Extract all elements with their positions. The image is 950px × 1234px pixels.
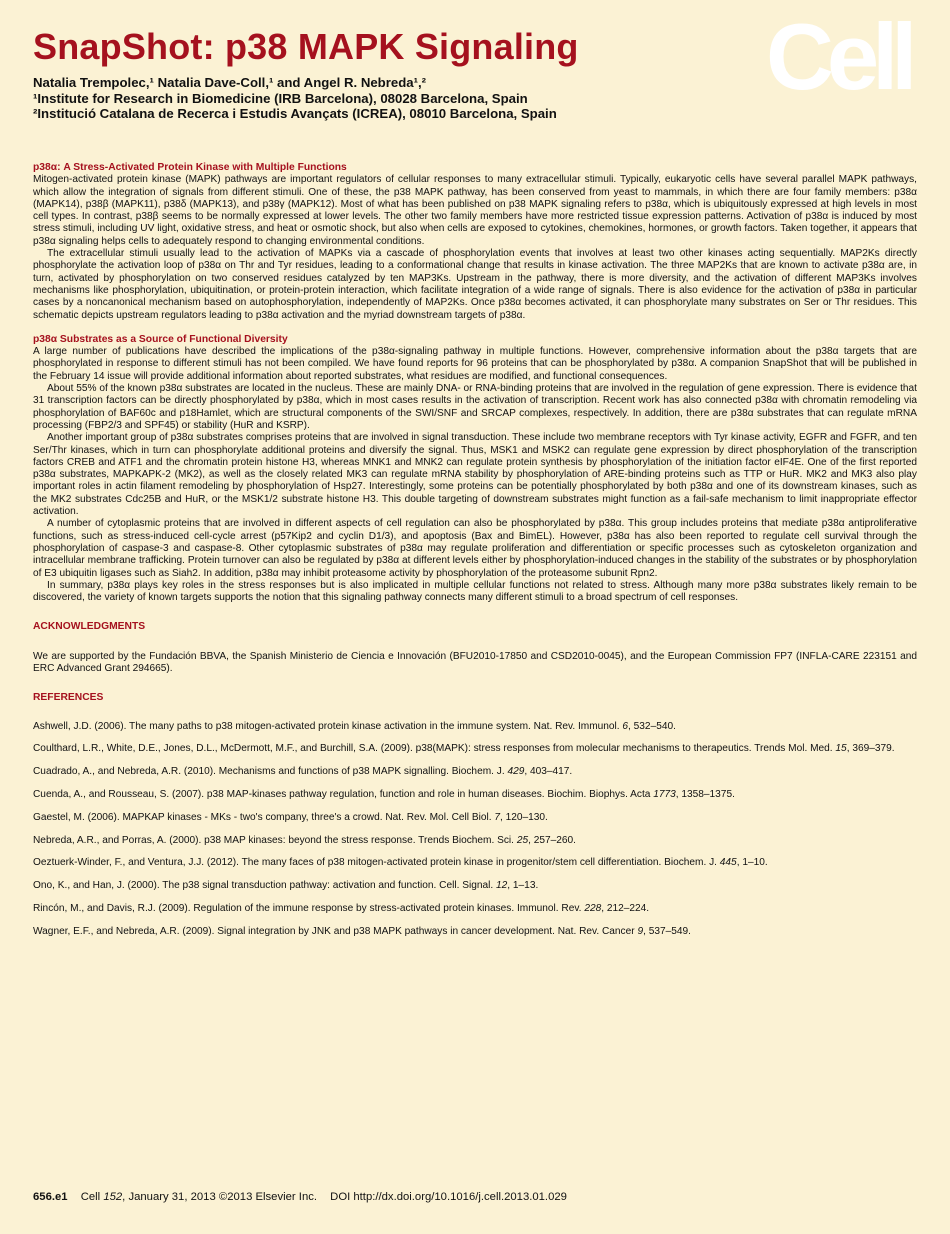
reference-list (33, 721, 917, 938)
reference-item: Gaestel, M. (2006). MAPKAP kinases - MKs - two's company, three's a crowd. Nat. Rev. Mol. Cell Biol. 7, 120–130. (33, 811, 548, 823)
page-title: SnapShot: p38 MAPK Signaling (33, 26, 579, 67)
reference-item: Coulthard, L.R., White, D.E., Jones, D.L., McDermott, M.F., and Burchill, S.A. (2009). p38(MAPK): stress responses from molecular mechanisms to therapeutics. Trends Mol. Med. 15, 369–379. (33, 743, 895, 755)
section-1-heading: p38α: A Stress-Activated Protein Kinase with Multiple Functions (33, 162, 347, 173)
reference-item: Rincón, M., and Davis, R.J. (2009). Regulation of the immune response by stress-activated protein kinases. Immunol. Rev. 228, 212–224. (33, 902, 650, 914)
reference-item: Cuenda, A., and Rousseau, S. (2007). p38 MAP-kinases pathway regulation, function and role in human diseases. Biochim. Biophys. Acta 1773, 1358–1375. (33, 788, 735, 800)
section-2-paragraph: A number of cytoplasmic proteins that are involved in different aspects of cell regulation can also be phosphorylated by p38α. This group includes proteins that mediate p38α antiproliferative functions, such as stress-induced cell-cycle arrest (p57Kip2 and cyclin D1/3), and apoptosis (Bax and BimEL). However, p38α has also been reported to regulate cell survival through the phosphorylation of caspase-3 and caspase-8. Other cytoplasmic substrates of p38α may regulate proliferation and differentiation or specific processes such as cytoskeleton organization and intracellular membrane trafficking. Protein turnover can also be regulated by p38α at different levels either by phosphorylation-induced changes in the stability of the substrates or by phosphorylation of E3 ubiquitin ligases such as Siah2. In addition, p38α may inhibit proteasome activity by phosphorylation of the proteasome subunit Rpn2. (33, 518, 917, 579)
reference-item: Cuadrado, A., and Nebreda, A.R. (2010). Mechanisms and functions of p38 MAPK signalling. Biochem. J. 429, 403–417. (33, 766, 573, 778)
section-2-paragraph: Another important group of p38α substrates comprises proteins that are involved in signal transduction. These include two membrane receptors with Tyr kinase activity, EGFR and FGFR, and ten Ser/Thr kinases, which in turn can phosphorylate additional proteins and diversify the signal. Thus, MSK1 and MSK2 can regulate gene expression by direct phosphorylation of the transcription factors CREB and ATF1 and the chromatin protein histone H3, whereas MNK1 and MNK2 can regulate protein synthesis by phosphorylation of the initiation factor eIF4E. One of the first reported p38α substrates, MAPKAPK-2 (MK2), as well as the closely related MK3 can regulate mRNA stability by phosphorylation of ARE-binding proteins such as TTP or HuR. MK2 and MK3 also play important roles in actin filament remodeling by phosphorylation of Hsp27. Interestingly, some proteins can be potentially phosphorylated by both p38α and one of its downstream kinases, such as the MK2 substrates Cdc25B and HuR, or the MSK1/2 substrate histone H3. This double targeting of downstream substrates might function as a fail-safe mechanism to limit inappropriate effector activation. (33, 432, 917, 518)
reference-item: Ono, K., and Han, J. (2000). The p38 signal transduction pathway: activation and function. Cell. Signal. 12, 1–13. (33, 880, 539, 892)
acknowledgments-text: We are supported by the Fundación BBVA, the Spanish Ministerio de Ciencia e Innovación (BFU2010-17850 and CSD2010-0045), and the European Commission FP7 (INFLA-CARE 223151 and ERC Advanced Grant 294665). (33, 650, 917, 674)
reference-item: Ashwell, J.D. (2006). The many paths to p38 mitogen-activated protein kinase activation in the immune system. Nat. Rev. Immunol. 6, 532–540. (33, 720, 676, 732)
reference-item: Nebreda, A.R., and Porras, A. (2000). p38 MAP kinases: beyond the stress response. Trends Biochem. Sci. 25, 257–260. (33, 834, 576, 846)
section-2-paragraph: A large number of publications have described the implications of the p38α-signaling pathway in multiple functions. However, comprehensive information about the p38α targets that are phosphorylated in response to different stimuli has not been compiled. We have found reports for 96 proteins that can be phosphorylated by p38α. A companion SnapShot that will be published in the February 14 issue will provide additional information about reported substrates, what residues are modified, and functional consequences. (33, 346, 917, 382)
article-body (33, 162, 917, 949)
section-2-heading: p38α Substrates as a Source of Functional Diversity (33, 333, 288, 345)
section-1-paragraph: The extracellular stimuli usually lead to the activation of MAPKs via a cascade of phosphorylation events that involves at least two other kinases acting sequentially. MAP2Ks directly phosphorylate the activation loop of p38α on Thr and Tyr residues, leading to a conformational change that results in kinase activation. The three MAP2Ks that are known to activate p38α are, in turn, activated by phosphorylation on two conserved residues catalyzed by ten MAP3Ks. Upstream in the pathway, there is more diversity, and the activation of different MAP3Ks involves mechanisms like phosphorylation, ubiquitination, or protein-protein interaction, which facilitate integration of a wide range of signals. There is also evidence for the activation of p38α in particular cases by a noncanonical mechanism based on autophosphorylation, independently of MAP2Ks. Once p38α becomes activated, it can phosphorylate many substrates on Ser or Thr residues. This schematic depicts upstream regulators leading to p38α activation and the myriad downstream targets of p38α. (33, 248, 917, 321)
author-block (33, 75, 557, 122)
page-footer (33, 1191, 567, 1203)
section-2-paragraph: About 55% of the known p38α substrates are located in the nucleus. These are mainly DNA- or RNA-binding proteins that are involved in the regulation of gene expression. There is evidence that 31 transcription factors can be directly phosphorylated by p38α, which in most cases results in the activation of transcription. Recent work has also connected p38α with chromatin remodeling via phosphorylation of BAF60c and p18Hamlet, which are structural components of the SWI/SNF and SRCAP complexes, respectively. In addition, there are p38α substrates that can regulate mRNA processing (FBP2/3 and SPF45) or stability (HuR and KSRP). (33, 383, 917, 431)
acknowledgments-heading: ACKNOWLEDGMENTS (33, 621, 146, 633)
journal-name: Cell (80, 1191, 101, 1203)
reference-item: Wagner, E.F., and Nebreda, A.R. (2009). Signal integration by JNK and p38 MAPK pathways in cancer development. Nat. Rev. Cancer 9, 537–549. (33, 925, 691, 937)
section-2-paragraph: In summary, p38α plays key roles in the stress responses but is also implicated in multiple cellular functions not related to stress. Although many more p38α substrates likely remain to be discovered, the variety of known targets supports the notion that this signaling pathway connects many different stimuli to a broad spectrum of cell responses. (33, 579, 917, 604)
doi-link[interactable]: DOI http://dx.doi.org/10.1016/j.cell.2013.01.029 (330, 1191, 567, 1203)
reference-item: Oeztuerk-Winder, F., and Ventura, J.J. (2012). The many faces of p38 mitogen-activated protein kinase in progenitor/stem cell differentiation. Biochem. J. 445, 1–10. (33, 857, 768, 869)
author-list: Natalia Trempolec,¹ Natalia Dave-Coll,¹ and Angel R. Nebreda¹,² (33, 75, 427, 90)
journal-volume: 152 (103, 1191, 123, 1203)
page-number: 656.e1 (33, 1191, 68, 1203)
affiliation-2: ²Institució Catalana de Recerca i Estudis Avançats (ICREA), 08010 Barcelona, Spain (33, 106, 557, 121)
cell-logo: Cell (766, 4, 911, 109)
publication-date: , January 31, 2013 ©2013 Elsevier Inc. (122, 1191, 318, 1203)
affiliation-1: ¹Institute for Research in Biomedicine (IRB Barcelona), 08028 Barcelona, Spain (33, 90, 528, 106)
references-heading: REFERENCES (33, 692, 104, 704)
section-1-paragraph: Mitogen-activated protein kinase (MAPK) pathways are important regulators of cellular responses to many extracellular stimuli. Typically, eukaryotic cells have several parallel MAPK pathways, which allow the integration of signals from different stimuli. One of these, the p38 MAPK pathway, has been conserved from yeast to mammals, in which there are four family members: p38α (MAPK14), p38β (MAPK11), p38δ (MAPK13), and p38γ (MAPK12). Most of what has been published on p38 MAPK signaling refers to p38α, which is ubiquitously expressed at high levels in most cell types. In contrast, p38β seems to be normally expressed at lower levels. The other two family members have more restricted tissue expression patterns. Activation of p38α is induced by most stress stimuli, including UV light, oxidative stress, and heat or osmotic shock, but also when cells are exposed to cytokines, chemokines, hormones, or growth factors. Taken together, it appears that p38α signaling helps cells to adequately respond to changing environmental conditions. (33, 174, 917, 247)
